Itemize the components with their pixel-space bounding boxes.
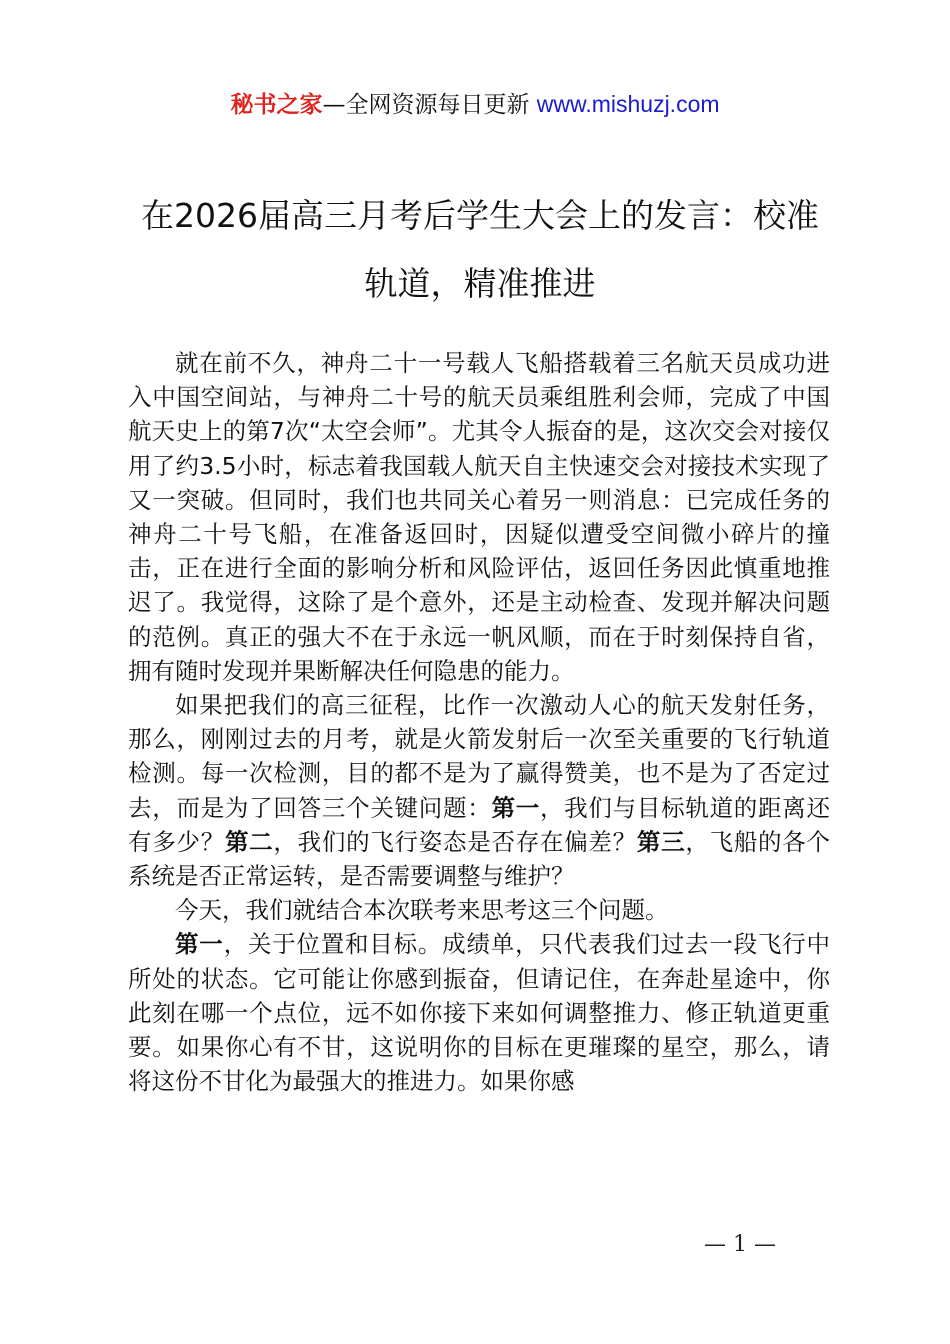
paragraph-2-text-a: 如果把我们的高三征程，比作一次激动人心的航天发射任务，那么，刚刚过去的月考，就是火箭发射后一次至关重要的飞行轨道检测。每一次检测，目的都不是为了赢得赞美，也不是为了否定过去，而是为了回答三个关键问题：: [128, 691, 830, 822]
paragraph-1: 就在前不久，神舟二十一号载人飞船搭载着三名航天员成功进入中国空间站，与神舟二十号的航天员乘组胜利会师，完成了中国航天史上的第7次“太空会师”。尤其令人振奋的是，这次交会对接仅用了约3.5小时，标志着我国载人航天自主快速交会对接技术实现了又一突破。但同时，我们也共同关心着另一则消息：已完成任务的神舟二十号飞船，在准备返回时，因疑似遭受空间微小碎片的撞击，正在进行全面的影响分析和风险评估，返回任务因此慎重地推迟了。我觉得，这除了是个意外，还是主动检查、发现并解决问题的范例。真正的强大不在于永远一帆风顺，而在于时刻保持自省，拥有随时发现并果断解决任何隐患的能力。: [128, 349, 830, 685]
paragraph-2-text-c: ，我们与目标轨道的距离还有多少？: [128, 793, 831, 856]
paragraph-3: 今天，我们就结合本次联考来思考这三个问题。: [175, 896, 669, 925]
bold-first-section: 第一: [175, 930, 224, 959]
brand-name: 秘书之家: [230, 92, 323, 118]
bold-second: 第二: [224, 827, 274, 856]
site-header: [0, 88, 950, 121]
header-dash: —: [322, 92, 346, 118]
document-body: [128, 346, 830, 1098]
header-tagline: 全网资源每日更新: [345, 92, 537, 118]
paragraph-2: [128, 688, 830, 893]
bold-third: 第三: [636, 827, 686, 856]
paragraph-2-text-e: ，飞船的各个系统是否正常运转，是否需要调整与维护？: [128, 827, 831, 891]
paragraph-4: [128, 927, 830, 1098]
paragraph-4-text: ，关于位置和目标。成绩单，只代表我们过去一段飞行中所处的状态。它可能让你感到振奋，但请记住，在奔赴星途中，你此刻在哪一个点位，远不如你接下来如何调整推力、修正轨道更重要。如果你心有不甘，这说明你的目标在更璀璨的星空，那么，请将这份不甘化为最强大的推进力。如果你感: [128, 930, 831, 1096]
document-title: 在2026届高三月考后学生大会上的发言：校准轨道，精准推进: [141, 196, 819, 303]
bold-first: 第一: [491, 793, 540, 822]
page-number: — 1 —: [704, 1232, 776, 1257]
site-url-link[interactable]: www.mishuzj.com: [536, 91, 720, 117]
paragraph-2-text-d: ，我们的飞行姿态是否存在偏差？: [273, 827, 637, 856]
